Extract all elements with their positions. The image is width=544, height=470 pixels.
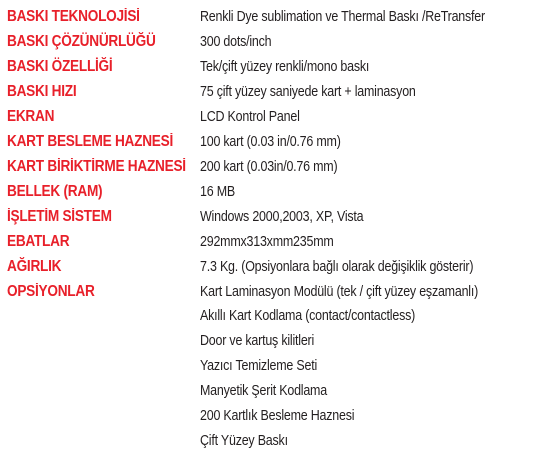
- spec-value: Door ve kartuş kilitleri: [200, 333, 315, 349]
- spec-row-options: [7, 283, 544, 308]
- spec-value: Manyetik Şerit Kodlama: [200, 383, 327, 399]
- spec-row-option-item: [7, 433, 544, 458]
- spec-row-print-resolution: [7, 33, 544, 58]
- spec-row-output-hopper: [7, 158, 544, 183]
- spec-label: EKRAN: [7, 108, 55, 125]
- spec-value: Windows 2000,2003, XP, Vista: [200, 209, 364, 225]
- spec-row-display: [7, 108, 544, 133]
- spec-value: Çift Yüzey Baskı: [200, 433, 288, 449]
- spec-value: 200 Kartlık Besleme Haznesi: [200, 408, 355, 424]
- spec-row-input-hopper: [7, 133, 544, 158]
- spec-value: LCD Kontrol Panel: [200, 109, 300, 125]
- spec-row-print-feature: [7, 58, 544, 83]
- spec-value: Kart Laminasyon Modülü (tek / çift yüzey eşzamanlı): [200, 284, 479, 300]
- spec-label: KART BESLEME HAZNESİ: [7, 133, 173, 150]
- spec-row-operating-system: [7, 208, 544, 233]
- spec-value: Akıllı Kart Kodlama (contact/contactless): [200, 308, 416, 324]
- spec-value: 292mmx313xmm235mm: [200, 234, 334, 250]
- spec-value: 200 kart (0.03in/0.76 mm): [200, 159, 338, 175]
- spec-label: KART BİRİKTİRME HAZNESİ: [7, 158, 186, 175]
- spec-value: Renkli Dye sublimation ve Thermal Baskı /ReTransfer: [200, 9, 485, 25]
- spec-value: 100 kart (0.03 in/0.76 mm): [200, 134, 341, 150]
- spec-row-option-item: [7, 383, 544, 408]
- spec-label: BASKI ÖZELLİĞİ: [7, 58, 113, 75]
- spec-value: 16 MB: [200, 184, 235, 200]
- spec-row-print-technology: [7, 8, 544, 33]
- spec-row-weight: [7, 258, 544, 283]
- spec-label: BELLEK (RAM): [7, 183, 103, 200]
- spec-label: İŞLETİM SİSTEM: [7, 208, 112, 225]
- spec-row-print-speed: [7, 83, 544, 108]
- spec-row-option-item: [7, 358, 544, 383]
- spec-row-dimensions: [7, 233, 544, 258]
- spec-label: EBATLAR: [7, 233, 70, 250]
- spec-label: BASKI ÇÖZÜNÜRLÜĞÜ: [7, 33, 156, 50]
- spec-label: BASKI TEKNOLOJİSİ: [7, 8, 140, 25]
- spec-label: BASKI HIZI: [7, 83, 77, 100]
- spec-label: AĞIRLIK: [7, 258, 62, 275]
- spec-row-option-item: [7, 333, 544, 358]
- spec-label: OPSİYONLAR: [7, 283, 95, 300]
- spec-value: 75 çift yüzey saniyede kart + laminasyon: [200, 84, 416, 100]
- spec-row-option-item: [7, 408, 544, 433]
- spec-value: Yazıcı Temizleme Seti: [200, 358, 318, 374]
- spec-row-option-item: [7, 308, 544, 333]
- spec-row-memory: [7, 183, 544, 208]
- spec-value: Tek/çift yüzey renkli/mono baskı: [200, 59, 370, 75]
- spec-value: 7.3 Kg. (Opsiyonlara bağlı olarak değişiklik gösterir): [200, 259, 474, 275]
- spec-value: 300 dots/inch: [200, 34, 272, 50]
